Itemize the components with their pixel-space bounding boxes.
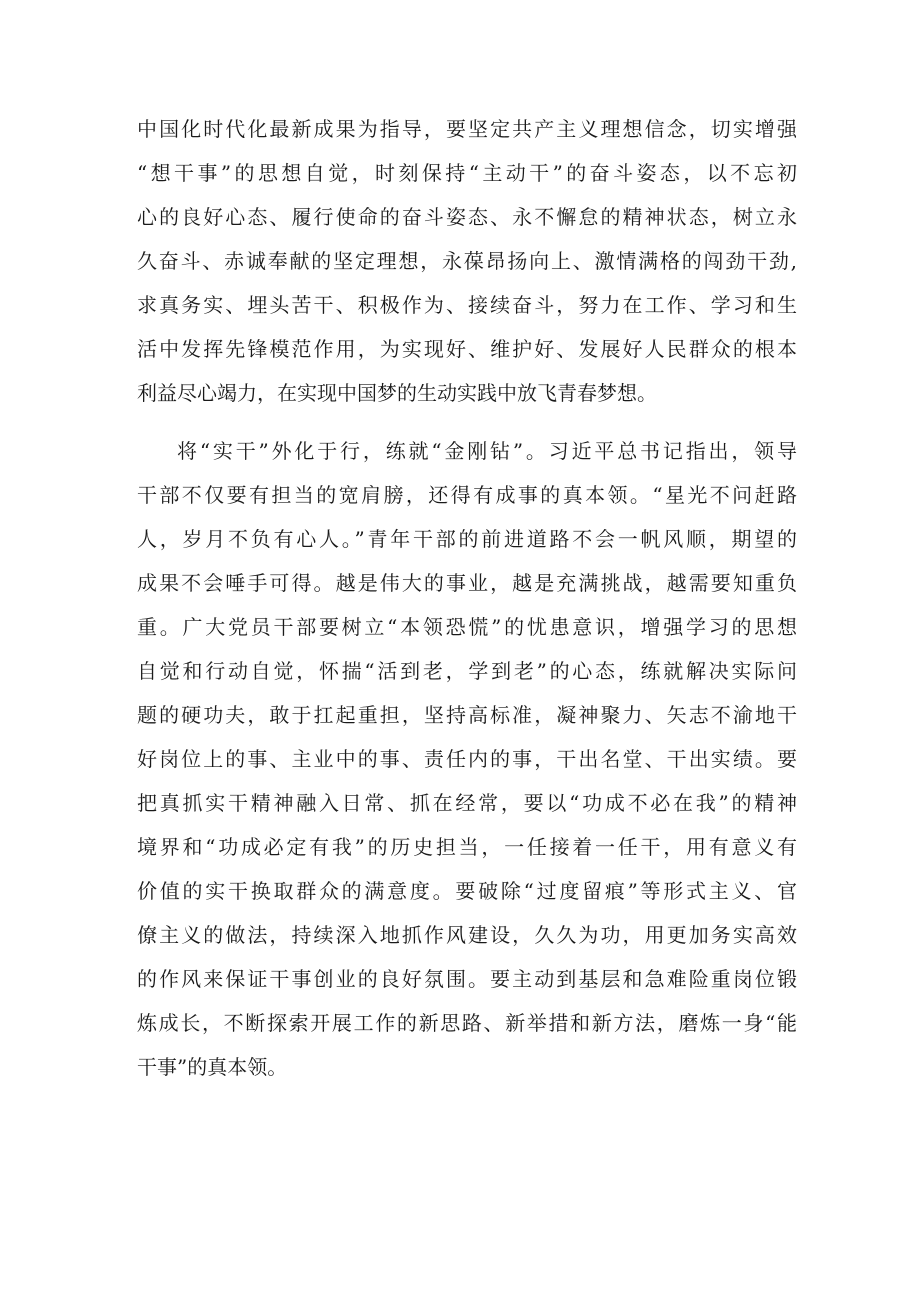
text-line: 僚主义的做法，持续深入地抓作风建设，久久为功，用更加务实高效 bbox=[137, 923, 797, 947]
text-line: 人，岁月不负有心人。”青年干部的前进道路不会一帆风顺，期望的 bbox=[137, 527, 797, 551]
text-line: 把真抓实干精神融入日常、抓在经常，要以“功成不必在我”的精神 bbox=[137, 791, 797, 815]
text-line: 的作风来保证干事创业的良好氛围。要主动到基层和急难险重岗位锻 bbox=[137, 967, 797, 991]
text-line: 题的硬功夫，敢于扛起重担，坚持高标准，凝神聚力、矢志不渝地干 bbox=[137, 703, 797, 727]
text-line: 成果不会唾手可得。越是伟大的事业，越是充满挑战，越需要知重负 bbox=[137, 571, 797, 595]
text-line: 活中发挥先锋模范作用，为实现好、维护好、发展好人民群众的根本 bbox=[137, 337, 797, 361]
paragraph-2 bbox=[137, 429, 797, 1089]
text-line: “想干事”的思想自觉，时刻保持“主动干”的奋斗姿态，以不忘初 bbox=[137, 161, 797, 185]
text-line: 好岗位上的事、主业中的事、责任内的事，干出名堂、干出实绩。要 bbox=[137, 747, 797, 771]
text-line: 干事”的真本领。 bbox=[137, 1055, 288, 1079]
text-line: 中国化时代化最新成果为指导，要坚定共产主义理想信念，切实增强 bbox=[137, 117, 797, 141]
text-line: 利益尽心竭力，在实现中国梦的生动实践中放飞青春梦想。 bbox=[137, 381, 657, 405]
text-line: 重。广大党员干部要树立“本领恐慌”的忧患意识，增强学习的思想 bbox=[137, 615, 797, 639]
text-line: 自觉和行动自觉，怀揣“活到老，学到老”的心态，练就解决实际问 bbox=[137, 659, 797, 683]
text-line: 炼成长，不断探索开展工作的新思路、新举措和新方法，磨炼一身“能 bbox=[137, 1011, 797, 1035]
text-line: 求真务实、埋头苦干、积极作为、接续奋斗，努力在工作、学习和生 bbox=[137, 293, 797, 317]
text-line: 将“实干”外化于行，练就“金刚钻”。习近平总书记指出，领导 bbox=[177, 439, 797, 463]
text-line: 久奋斗、赤诚奉献的坚定理想，永葆昂扬向上、激情满格的闯劲干劲, bbox=[137, 249, 797, 273]
text-line: 境界和“功成必定有我”的历史担当，一任接着一任干，用有意义有 bbox=[137, 835, 797, 859]
document-body bbox=[137, 107, 797, 1089]
paragraph-spacer bbox=[137, 415, 797, 429]
text-line: 价值的实干换取群众的满意度。要破除“过度留痕”等形式主义、官 bbox=[137, 879, 797, 903]
paragraph-1 bbox=[137, 107, 797, 415]
text-line: 心的良好心态、履行使命的奋斗姿态、永不懈怠的精神状态，树立永 bbox=[137, 205, 797, 229]
text-line: 干部不仅要有担当的宽肩膀，还得有成事的真本领。“星光不问赶路 bbox=[137, 483, 797, 507]
